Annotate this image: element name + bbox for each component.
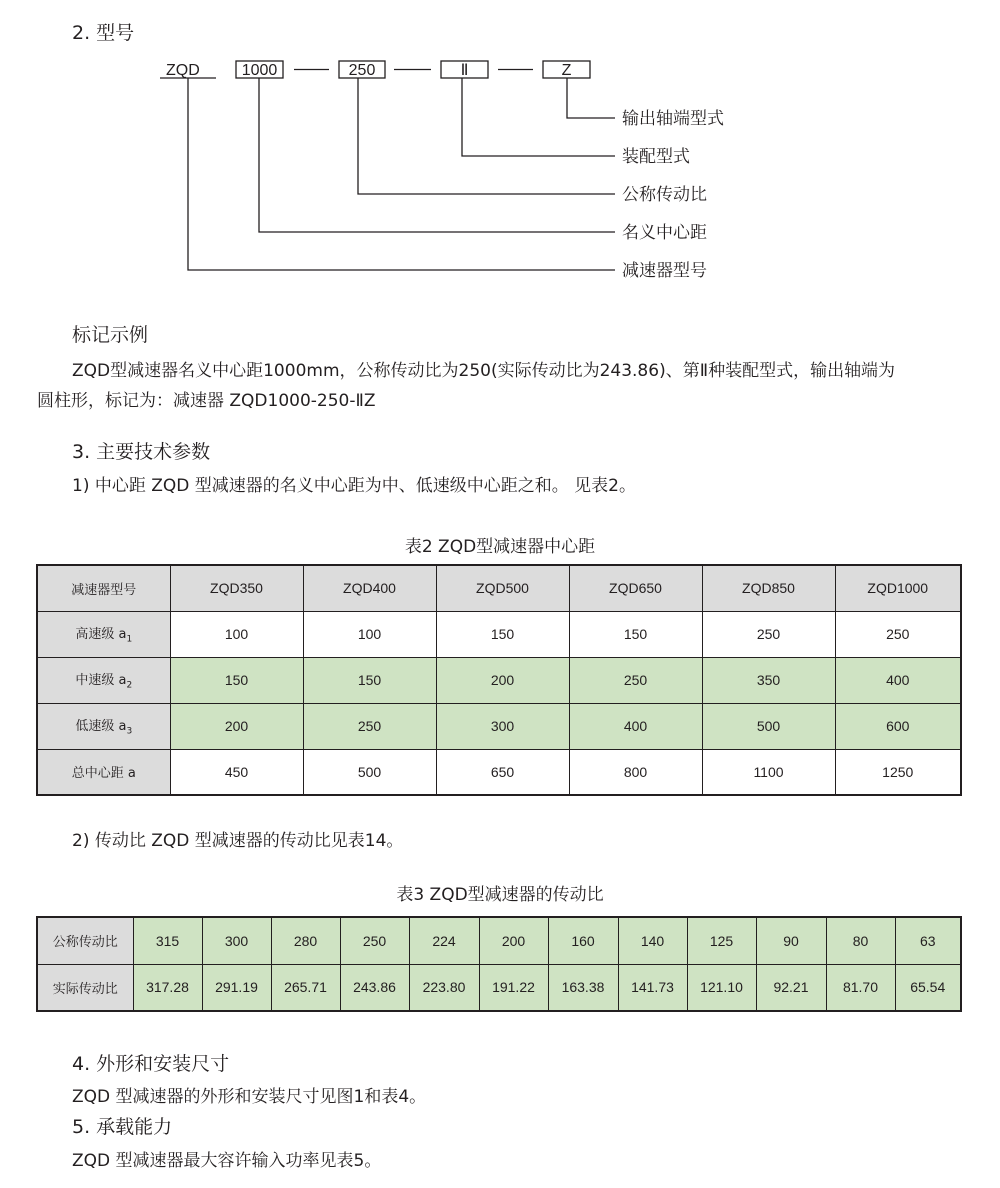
label-center-distance: 名义中心距 (622, 223, 707, 243)
table-2-cell: 450 (170, 749, 303, 795)
table-2-cell: 350 (702, 657, 835, 703)
table-2-row-label: 高速级 $a_1$ (37, 611, 170, 657)
section-4-text: ZQD 型减速器的外形和安装尺寸见图1和表4。 (72, 1087, 427, 1107)
section-3-item-1: 1) 中心距 ZQD 型减速器的名义中心距为中、低速级中心距之和。 见表2。 (72, 476, 636, 496)
table-2-cell: 800 (569, 749, 702, 795)
table-3 (36, 916, 962, 1012)
section-3-item-2: 2) 传动比 ZQD 型减速器的传动比见表14。 (72, 831, 404, 851)
example-line-1: ZQD型减速器名义中心距1000mm，公称传动比为250(实际传动比为243.86)、第Ⅱ种装配型式，输出轴端为 (72, 361, 896, 381)
table-3-cell: 65.54 (895, 964, 961, 1011)
table-2-row-label: 低速级 $a_3$ (37, 703, 170, 749)
table-3-cell: 140 (618, 917, 687, 964)
table-3-cell: 223.80 (409, 964, 479, 1011)
table-3-cell: 191.22 (479, 964, 548, 1011)
table-2-row-label: 中速级 $a_2$ (37, 657, 170, 703)
label-output-shaft: 输出轴端型式 (622, 109, 724, 129)
table-2-header-row (37, 565, 961, 611)
example-line-2: 圆柱形，标记为：减速器 ZQD1000-250-ⅡZ (37, 391, 376, 411)
table-2-cell: 250 (303, 703, 436, 749)
table-2-cell: 500 (702, 703, 835, 749)
table-3-row-label: 实际传动比 (37, 964, 133, 1011)
table-3-cell: 200 (479, 917, 548, 964)
table-2-cell: 650 (436, 749, 569, 795)
table-2-row (37, 703, 961, 749)
table-3-cell: 291.19 (202, 964, 271, 1011)
table-2-header-cell: ZQD350 (170, 565, 303, 611)
code-assembly: Ⅱ (460, 62, 469, 79)
table-3-cell: 300 (202, 917, 271, 964)
table-2-header-cell: ZQD1000 (835, 565, 961, 611)
table-2-header-cell: ZQD650 (569, 565, 702, 611)
table-2-cell: 250 (835, 611, 961, 657)
table-3-cell: 92.21 (756, 964, 826, 1011)
table-2-row (37, 611, 961, 657)
table-2-header-cell: ZQD500 (436, 565, 569, 611)
table-3-cell: 81.70 (826, 964, 895, 1011)
table-3-caption: 表3 ZQD型减速器的传动比 (396, 885, 604, 905)
table-3-row (37, 917, 961, 964)
table-3-cell: 90 (756, 917, 826, 964)
code-shaft: Z (561, 62, 572, 79)
code-prefix: ZQD (166, 62, 200, 79)
table-3-cell: 121.10 (687, 964, 756, 1011)
table-2-cell: 100 (170, 611, 303, 657)
table-2-row (37, 657, 961, 703)
table-3-cell: 315 (133, 917, 202, 964)
section-5-text: ZQD 型减速器最大容许输入功率见表5。 (72, 1151, 382, 1171)
table-3-cell: 243.86 (340, 964, 409, 1011)
table-2-cell: 250 (569, 657, 702, 703)
table-3-cell: 224 (409, 917, 479, 964)
model-code-diagram (0, 0, 1000, 300)
table-2 (36, 564, 962, 796)
table-2-cell: 500 (303, 749, 436, 795)
label-assembly: 装配型式 (622, 147, 690, 167)
table-2-header-cell: 减速器型号 (37, 565, 170, 611)
table-3-cell: 280 (271, 917, 340, 964)
table-2-caption: 表2 ZQD型减速器中心距 (404, 537, 596, 557)
section-5-title: 5. 承载能力 (72, 1116, 173, 1138)
table-2-cell: 1250 (835, 749, 961, 795)
code-ratio: 250 (348, 62, 376, 79)
section-3-title: 3. 主要技术参数 (72, 441, 211, 463)
label-reducer-model: 减速器型号 (622, 261, 707, 281)
example-title: 标记示例 (72, 324, 149, 346)
table-2-cell: 400 (835, 657, 961, 703)
table-2-cell: 150 (436, 611, 569, 657)
table-2-cell: 150 (303, 657, 436, 703)
table-2-cell: 300 (436, 703, 569, 749)
table-2-cell: 150 (569, 611, 702, 657)
label-nominal-ratio: 公称传动比 (622, 185, 707, 205)
table-2-cell: 100 (303, 611, 436, 657)
table-3-cell: 63 (895, 917, 961, 964)
table-2-cell: 200 (170, 703, 303, 749)
table-3-cell: 80 (826, 917, 895, 964)
code-center-distance: 1000 (241, 62, 278, 79)
table-3-cell: 163.38 (548, 964, 618, 1011)
table-2-cell: 600 (835, 703, 961, 749)
table-3-cell: 125 (687, 917, 756, 964)
table-2-row (37, 749, 961, 795)
table-2-row-label: 总中心距 a (37, 749, 170, 795)
table-3-cell: 317.28 (133, 964, 202, 1011)
table-2-cell: 200 (436, 657, 569, 703)
section-2-title: 2. 型号 (72, 22, 135, 44)
section-4-title: 4. 外形和安装尺寸 (72, 1053, 230, 1075)
table-2-header-cell: ZQD850 (702, 565, 835, 611)
table-3-row-label: 公称传动比 (37, 917, 133, 964)
table-3-cell: 265.71 (271, 964, 340, 1011)
table-2-cell: 400 (569, 703, 702, 749)
table-2-header-cell: ZQD400 (303, 565, 436, 611)
table-3-cell: 160 (548, 917, 618, 964)
table-3-row (37, 964, 961, 1011)
table-3-cell: 250 (340, 917, 409, 964)
table-2-cell: 1100 (702, 749, 835, 795)
table-3-cell: 141.73 (618, 964, 687, 1011)
table-2-cell: 150 (170, 657, 303, 703)
table-2-cell: 250 (702, 611, 835, 657)
